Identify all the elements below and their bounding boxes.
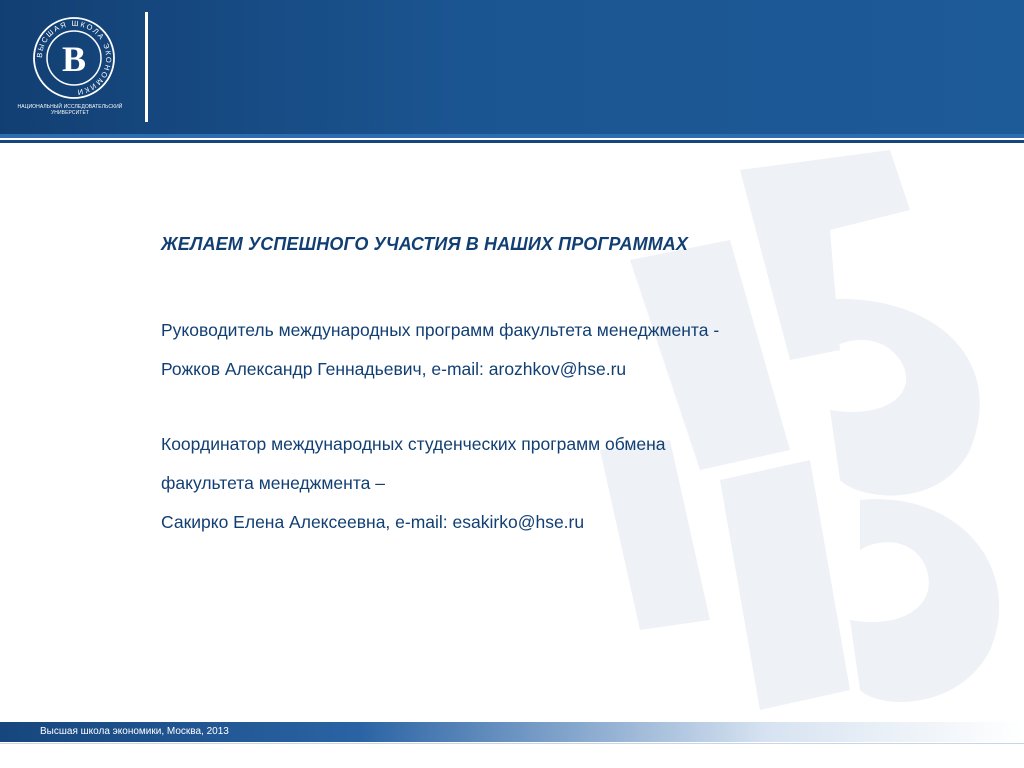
head-title-line: Руководитель международных программ факультета менеджмента -	[161, 320, 720, 340]
header-stripe-bottom	[0, 140, 1024, 143]
footer-text: Высшая школа экономики, Москва, 2013	[40, 726, 229, 737]
footer-divider	[0, 743, 1024, 744]
logo-caption-line1: НАЦИОНАЛЬНЫЙ ИССЛЕДОВАТЕЛЬСКИЙ	[17, 104, 123, 110]
coordinator-contact-line: Сакирко Елена Алексеевна, e-mail: esakirko@hse.ru	[161, 512, 585, 532]
logo-divider	[145, 12, 148, 122]
logo-caption	[12, 104, 128, 116]
slide-headline: ЖЕЛАЕМ УСПЕШНОГО УЧАСТИЯ В НАШИХ ПРОГРАММАХ	[161, 234, 689, 254]
hse-logo-emblem	[22, 10, 126, 106]
logo-monogram: В	[61, 39, 87, 79]
coordinator-title-line: Координатор международных студенческих программ обмена	[161, 434, 666, 454]
header-bar	[0, 0, 1024, 134]
coordinator-faculty-line: факультета менеджмента –	[161, 473, 385, 493]
logo-ring-text: ВЫСШАЯ ШКОЛА ЭКОНОМИКИ	[34, 18, 114, 98]
head-contact-line: Рожков Александр Геннадьевич, e-mail: arozhkov@hse.ru	[161, 359, 627, 379]
logo-caption-line2: УНИВЕРСИТЕТ	[50, 110, 90, 116]
